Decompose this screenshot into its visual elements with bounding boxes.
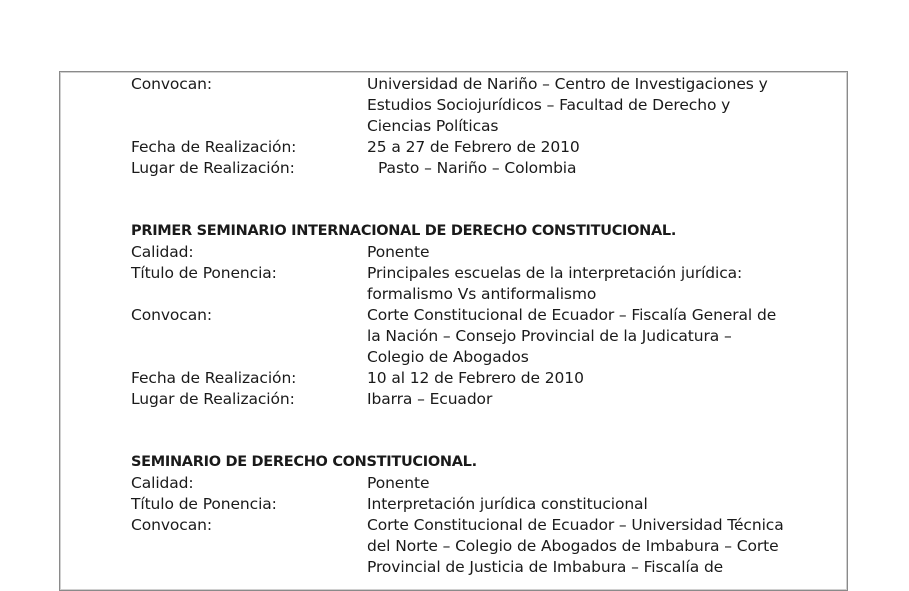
field-value xyxy=(367,137,842,158)
field-label: Fecha de Realización: xyxy=(131,138,297,156)
event-section-3 xyxy=(131,452,846,578)
event-row-convocan xyxy=(131,305,846,368)
event-row-convocan xyxy=(131,74,846,137)
field-value xyxy=(367,473,842,494)
value-line: Principales escuelas de la interpretación jurídica: xyxy=(367,264,743,282)
event-section-1 xyxy=(131,74,846,179)
value-line: Ciencias Políticas xyxy=(367,117,499,135)
section-heading: PRIMER SEMINARIO INTERNACIONAL DE DERECHO CONSTITUCIONAL. xyxy=(131,223,677,239)
section-spacer xyxy=(131,179,846,221)
event-row-fecha xyxy=(131,368,846,389)
value-line: Provincial de Justicia de Imbabura – Fiscalía de xyxy=(367,558,724,576)
field-label: Calidad: xyxy=(131,243,194,261)
event-row-titulo xyxy=(131,263,846,305)
document-content xyxy=(131,74,846,578)
field-value xyxy=(367,368,842,389)
event-row-calidad xyxy=(131,242,846,263)
value-line: Ponente xyxy=(367,474,430,492)
value-line: Corte Constitucional de Ecuador – Universidad Técnica xyxy=(367,516,784,534)
value-line: Ibarra – Ecuador xyxy=(367,390,493,408)
section-heading: SEMINARIO DE DERECHO CONSTITUCIONAL. xyxy=(131,454,477,470)
event-row-calidad xyxy=(131,473,846,494)
field-label: Título de Ponencia: xyxy=(131,264,277,282)
value-line: Interpretación jurídica constitucional xyxy=(367,495,648,513)
event-row-lugar xyxy=(131,158,846,179)
value-line: Ponente xyxy=(367,243,430,261)
value-line: Colegio de Abogados xyxy=(367,348,529,366)
field-label: Convocan: xyxy=(131,516,212,534)
field-label: Lugar de Realización: xyxy=(131,159,295,177)
value-line: Estudios Sociojurídicos – Facultad de Derecho y xyxy=(367,96,731,114)
value-line: Pasto – Nariño – Colombia xyxy=(378,159,577,177)
value-line: 10 al 12 de Febrero de 2010 xyxy=(367,369,584,387)
event-row-fecha xyxy=(131,137,846,158)
field-value xyxy=(367,494,842,515)
section-spacer xyxy=(131,410,846,452)
field-value xyxy=(367,158,846,179)
value-line: del Norte – Colegio de Abogados de Imbabura – Corte xyxy=(367,537,779,555)
field-value xyxy=(367,263,842,305)
value-line: Corte Constitucional de Ecuador – Fiscalía General de xyxy=(367,306,777,324)
event-row-convocan xyxy=(131,515,846,578)
field-label: Convocan: xyxy=(131,306,212,324)
field-label: Fecha de Realización: xyxy=(131,369,297,387)
field-label: Lugar de Realización: xyxy=(131,390,295,408)
event-row-titulo xyxy=(131,494,846,515)
field-value xyxy=(367,242,842,263)
field-label: Título de Ponencia: xyxy=(131,495,277,513)
field-value xyxy=(367,515,842,578)
value-line: Universidad de Nariño – Centro de Investigaciones y xyxy=(367,75,768,93)
field-value xyxy=(367,305,842,368)
field-value xyxy=(367,74,842,137)
value-line: la Nación – Consejo Provincial de la Judicatura – xyxy=(367,327,732,345)
field-value xyxy=(367,389,842,410)
event-section-2 xyxy=(131,221,846,410)
value-line: formalismo Vs antiformalismo xyxy=(367,285,597,303)
field-label: Calidad: xyxy=(131,474,194,492)
field-label: Convocan: xyxy=(131,75,212,93)
event-row-lugar xyxy=(131,389,846,410)
value-line: 25 a 27 de Febrero de 2010 xyxy=(367,138,580,156)
